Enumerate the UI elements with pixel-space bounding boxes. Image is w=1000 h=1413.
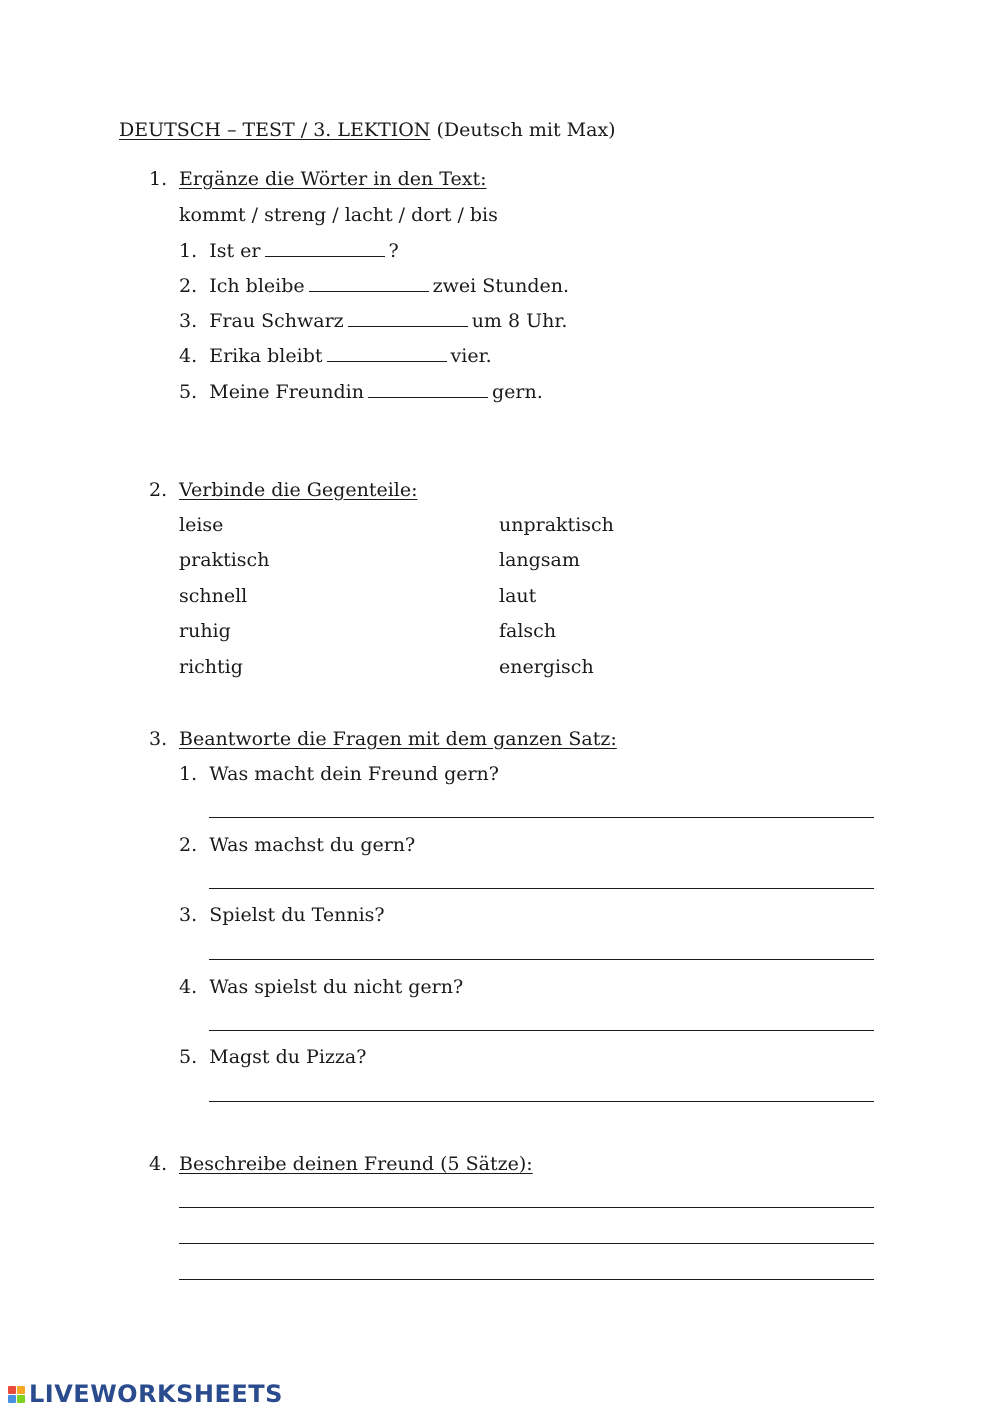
answer-line[interactable]	[209, 1101, 874, 1102]
match-right-item[interactable]: falsch	[499, 620, 557, 642]
match-left-item[interactable]: richtig	[179, 656, 243, 678]
answer-line[interactable]	[179, 1243, 874, 1244]
gap-input[interactable]	[348, 310, 468, 327]
match-left-item[interactable]: praktisch	[179, 549, 270, 571]
title-sub: (Deutsch mit Max)	[436, 119, 616, 141]
question-item: 3. Spielst du Tennis?	[179, 904, 385, 926]
gap-item: 3. Frau Schwarz um 8 Uhr.	[179, 310, 568, 332]
gap-input[interactable]	[265, 240, 385, 257]
match-right-item[interactable]: unpraktisch	[499, 514, 614, 536]
logo-mark-cell	[17, 1395, 25, 1403]
match-left-item[interactable]: ruhig	[179, 620, 231, 642]
section-1-number: 1.	[149, 168, 168, 190]
liveworksheets-logo	[8, 1380, 283, 1408]
section-3-heading: Beantworte die Fragen mit dem ganzen Satz:	[179, 728, 617, 750]
match-right-item[interactable]: laut	[499, 585, 537, 607]
answer-line[interactable]	[209, 959, 874, 960]
title-main: DEUTSCH – TEST / 3. LEKTION	[119, 119, 431, 141]
gap-item: 4. Erika bleibt vier.	[179, 345, 492, 367]
logo-text: LIVEWORKSHEETS	[29, 1380, 283, 1408]
section-1-heading: Ergänze die Wörter in den Text:	[179, 168, 487, 190]
match-left-item[interactable]: schnell	[179, 585, 248, 607]
section-2-number: 2.	[149, 479, 168, 501]
logo-mark-cell	[8, 1386, 16, 1394]
match-right-item[interactable]: langsam	[499, 549, 580, 571]
gap-item: 5. Meine Freundin gern.	[179, 381, 543, 403]
logo-mark-icon	[8, 1386, 25, 1403]
answer-line[interactable]	[209, 888, 874, 889]
question-item: 5. Magst du Pizza?	[179, 1046, 367, 1068]
section-4-heading: Beschreibe deinen Freund (5 Sätze):	[179, 1153, 533, 1175]
match-right-item[interactable]: energisch	[499, 656, 594, 678]
answer-line[interactable]	[209, 817, 874, 818]
section-4-number: 4.	[149, 1153, 168, 1175]
section-2-heading: Verbinde die Gegenteile:	[179, 479, 418, 501]
section-3-number: 3.	[149, 728, 168, 750]
word-bank: kommt / streng / lacht / dort / bis	[179, 204, 498, 226]
answer-line[interactable]	[209, 1030, 874, 1031]
logo-mark-cell	[17, 1386, 25, 1394]
page-title	[119, 118, 616, 142]
question-item: 1. Was macht dein Freund gern?	[179, 763, 499, 785]
gap-input[interactable]	[309, 275, 429, 292]
gap-input[interactable]	[368, 381, 488, 398]
logo-mark-cell	[8, 1395, 16, 1403]
question-item: 4. Was spielst du nicht gern?	[179, 976, 464, 998]
question-item: 2. Was machst du gern?	[179, 834, 416, 856]
match-left-item[interactable]: leise	[179, 514, 224, 536]
answer-line[interactable]	[179, 1279, 874, 1280]
gap-item: 1. Ist er ?	[179, 240, 399, 262]
gap-item: 2. Ich bleibe zwei Stunden.	[179, 275, 570, 297]
answer-line[interactable]	[179, 1207, 874, 1208]
gap-input[interactable]	[327, 345, 447, 362]
